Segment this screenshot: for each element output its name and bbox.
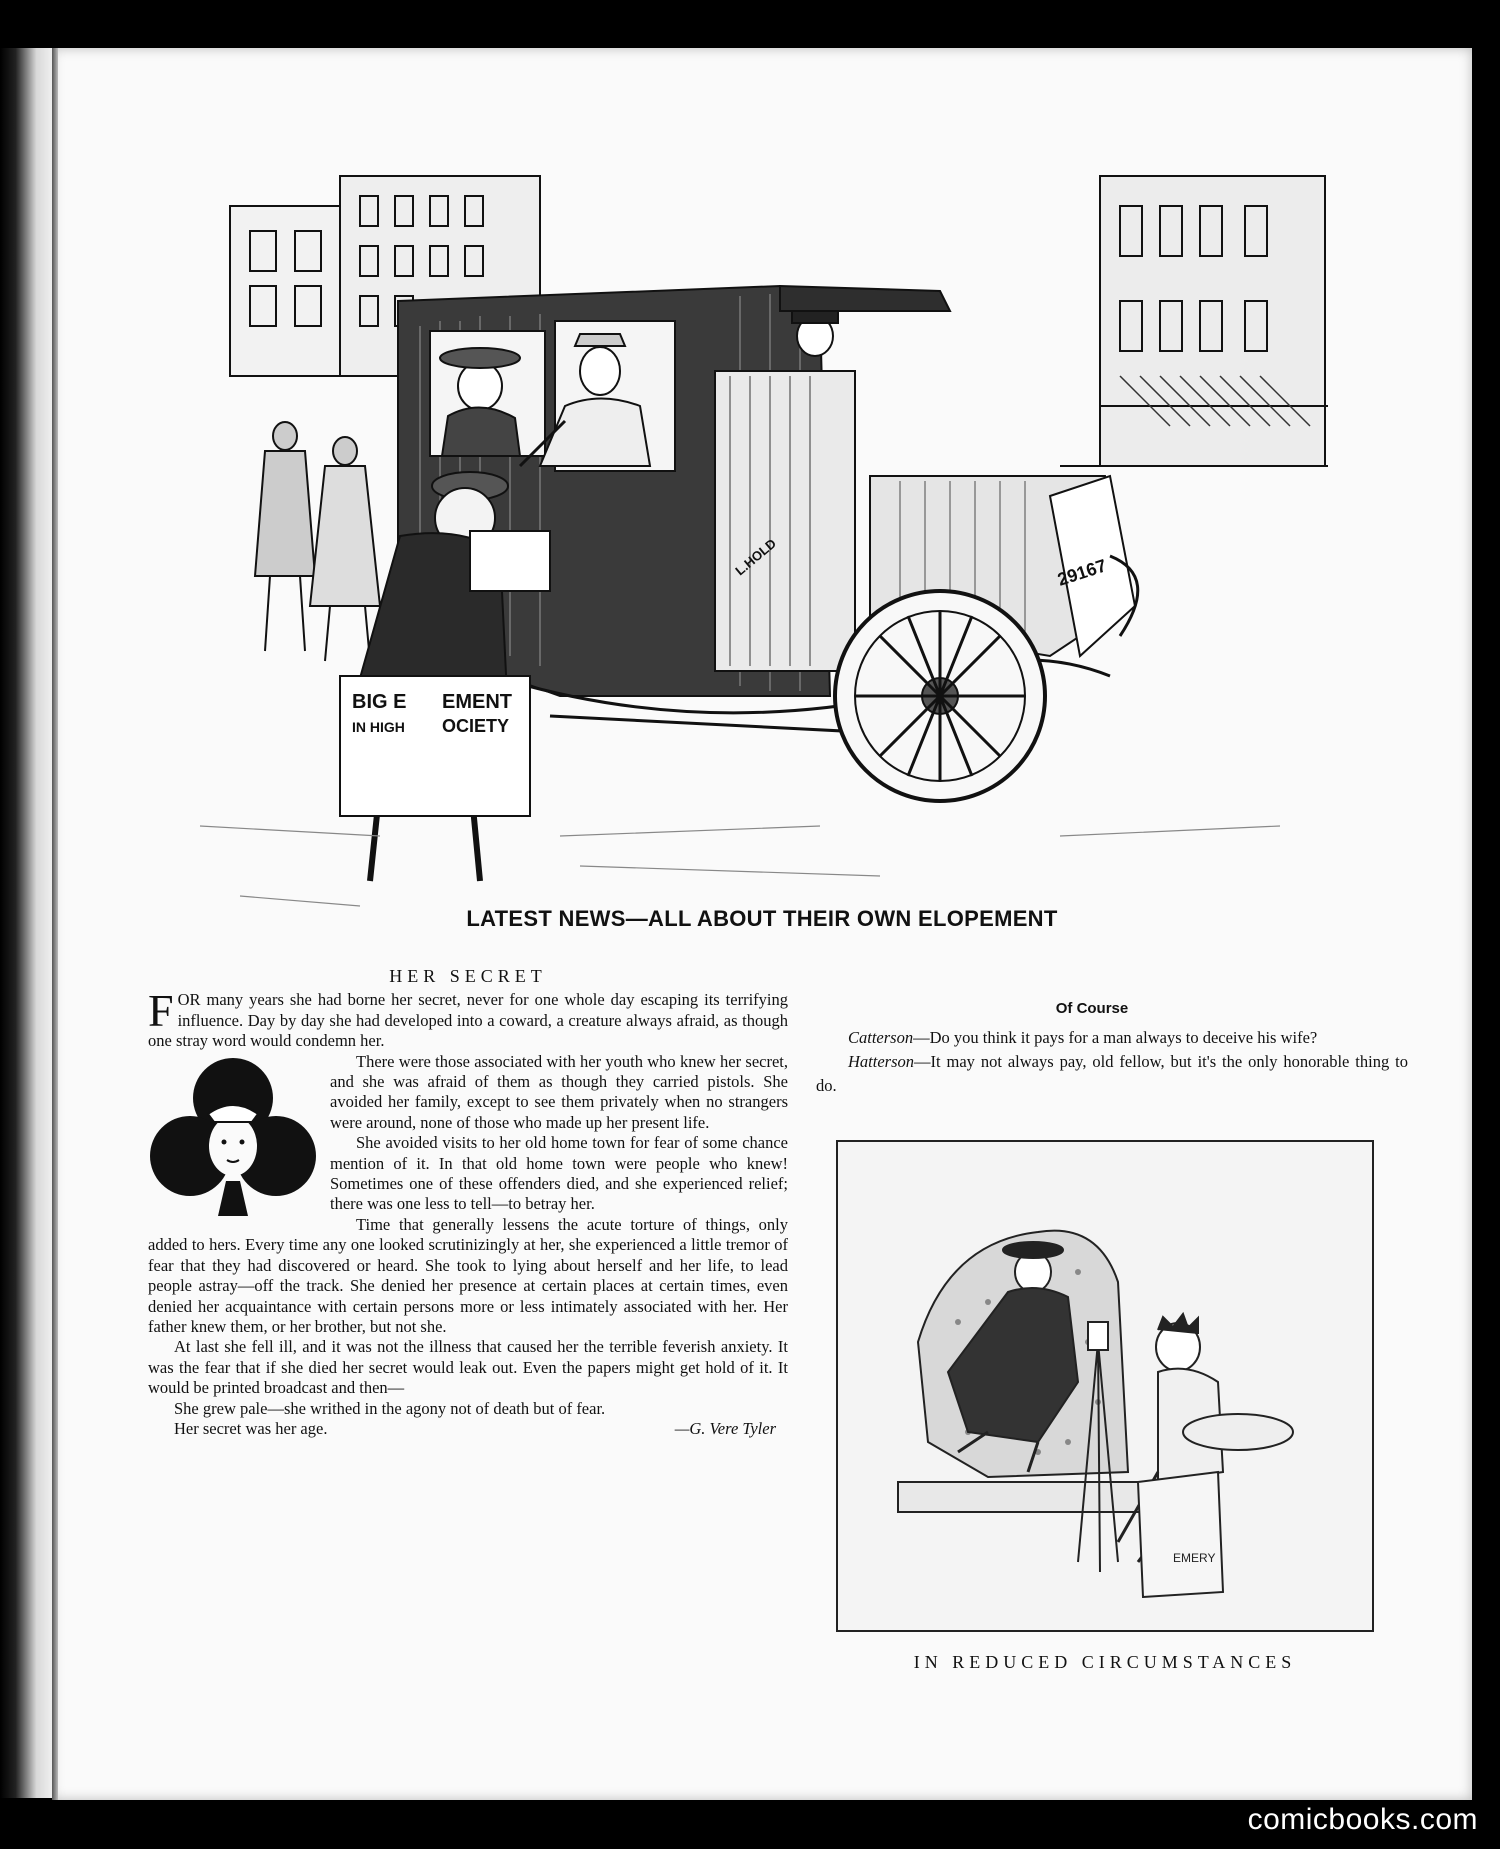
joke-line-1 bbox=[816, 1026, 1408, 1050]
joke-dialog bbox=[816, 1026, 1408, 1098]
story-paragraph-3: She avoided visits to her old home town for fear of some chance mention of it. In that old home town were people who knew! Sometimes one of these offenders died, and she experienced relief; there was one less to tell—to betray her. bbox=[330, 1133, 788, 1214]
story-paragraph-6: She grew pale—she writhed in the agony not of death but of fear. bbox=[174, 1398, 606, 1418]
magazine-page bbox=[52, 48, 1472, 1800]
speaker-hatterson: Hatterson bbox=[848, 1052, 914, 1071]
car-license-number: 29167 bbox=[1055, 555, 1109, 590]
newspaper-headline-3: IN HIGH bbox=[352, 719, 405, 735]
story-paragraph-5: At last she fell ill, and it was not the illness that caused her the terrible feverish anxiety. It was the fear that if she died her secret would leak out. Even the papers might get hold of it. It would be printed broadcast and then— bbox=[148, 1337, 788, 1398]
joke-line-1-text: —Do you think it pays for a man always to deceive his wife? bbox=[913, 1028, 1318, 1047]
drop-cap: F bbox=[148, 985, 174, 1037]
story-paragraph-1 bbox=[148, 985, 788, 1051]
speaker-catterson: Catterson bbox=[848, 1028, 914, 1047]
story-byline: —G. Vere Tyler bbox=[674, 1419, 776, 1439]
story-paragraph-4: Time that generally lessens the acute torture of things, only added to hers. Every time any one looked scrutinizingly at her, she experienced a little tremor of fear that they had discovered or heard. She took to lying about herself and her life, to lead people astray—off the track. She denied her presence at certain places at certain times, even denied her acquaintance with certain persons more or less intimately associated with her. Her father knew them, or her brother, but not she. bbox=[148, 1214, 788, 1336]
clover-portrait-icon bbox=[148, 1056, 318, 1216]
bottom-cartoon-caption: IN REDUCED CIRCUMSTANCES bbox=[913, 1652, 1297, 1672]
door-lettering: L.HOLD bbox=[732, 535, 779, 579]
joke-line-2-text: —It may not always pay, old fellow, but it's the only honorable thing to do. bbox=[816, 1052, 1408, 1095]
newspaper-headline-1: BIG E bbox=[352, 691, 407, 713]
story-paragraph-1-text: OR many years she had borne her secret, never for one whole day escaping its terrifying influence. Day by day she had developed into a coward, a creature always afraid, as though one stray word would condemn her. bbox=[148, 990, 788, 1051]
story-title: HER SECRET bbox=[389, 966, 547, 986]
site-watermark: comicbooks.com bbox=[1247, 1803, 1478, 1836]
elopement-car-illustration bbox=[180, 136, 1328, 944]
joke-line-2 bbox=[816, 1050, 1408, 1098]
painter-cartoon-frame bbox=[836, 1140, 1374, 1632]
joke-title: Of Course bbox=[1055, 1000, 1129, 1017]
story-paragraph-2: There were those associated with her youth who knew her secret, and she was afraid of them as though they carried pistols. She avoided her family, except to see them privately when no strangers were around, none of those who made up her present life. bbox=[330, 1051, 788, 1132]
newspaper-headline-2: EMENT bbox=[442, 691, 512, 713]
scan-binding-edge bbox=[0, 48, 52, 1798]
newspaper-headline-4: OCIETY bbox=[442, 716, 510, 736]
artist-signature: EMERY bbox=[1173, 1551, 1216, 1565]
painter-cartoon-illustration bbox=[838, 1142, 1372, 1630]
top-cartoon-caption: LATEST NEWS—ALL ABOUT THEIR OWN ELOPEMENT bbox=[466, 906, 1058, 931]
story-paragraph-7: Her secret was her age. bbox=[174, 1418, 328, 1438]
story-column bbox=[148, 966, 788, 1440]
